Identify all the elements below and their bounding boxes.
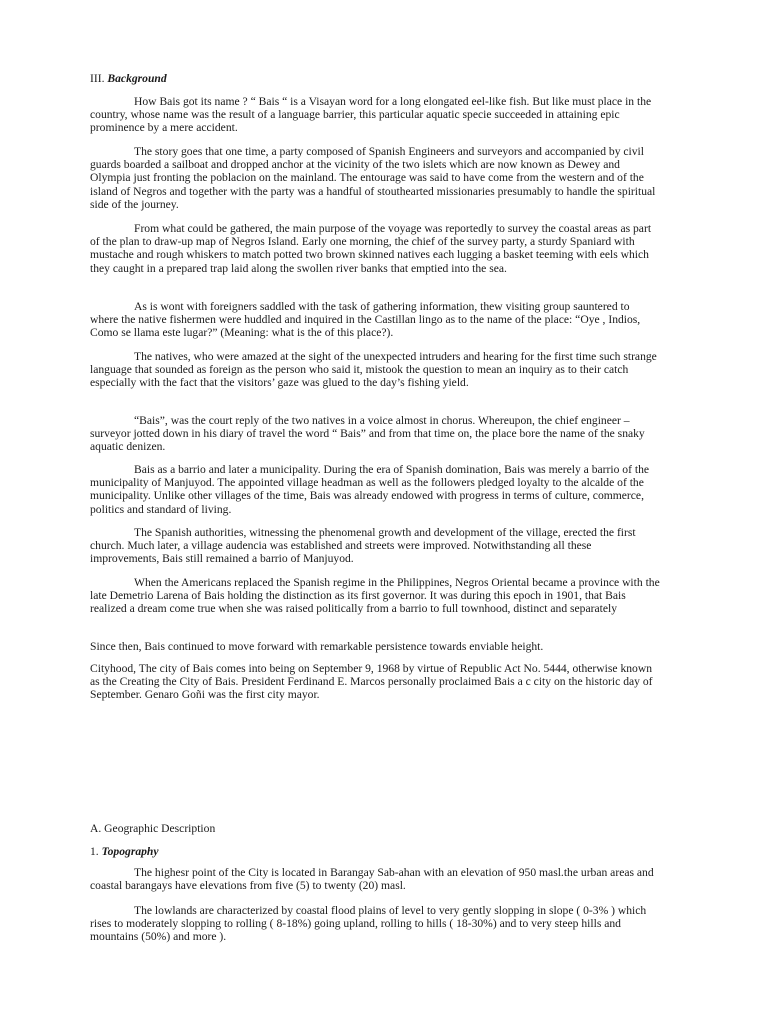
paragraph: The Spanish authorities, witnessing the phenomenal growth and development of the village, erected the first church. Much later, a village audencia was established and streets were improved. Notwithstanding all these improvements, Bais still remained a barrio of Manjuyod. (90, 526, 636, 566)
paragraph: Bais as a barrio and later a municipality. During the era of Spanish domination, Bais was merely a barrio of the municipality of Manjuyod. The appointed village headman as well as the followers pledged loyalty to the alcalde of the municipality. Unlike other villages of the time, Bais was already endowed with progress in terms of culture, commerce, politics and standard of living. (90, 463, 650, 516)
subsection-number: 1. (90, 845, 99, 858)
geographic-description-heading: A. Geographic Description (90, 822, 216, 835)
paragraph: The story goes that one time, a party composed of Spanish Engineers and surveyors and accompanied by civil guards boarded a sailboat and dropped anchor at the vicinity of the two islets which are now known as Dewey and Olympia just fronting the poblacion on the mainland. The entourage was said to have come from the western and of the island of Negros and together with the party was a handful of stouthearted missionaries presumably to handle the spiritual side of the journey. (90, 145, 656, 211)
paragraph: From what could be gathered, the main purpose of the voyage was reportedly to survey the coastal areas as part of the plan to draw-up map of Negros Island. Early one morning, the chief of the survey party, a sturdy Spaniard with mustache and rough whiskers to match potted two brown skinned natives each lugging a basket teeming with eels which they caught in a prepared trap laid along the swollen river banks that emptied into the sea. (90, 222, 652, 275)
paragraph: When the Americans replaced the Spanish regime in the Philippines, Negros Oriental became a province with the late Demetrio Larena of Bais holding the distinction as its first governor. It was during this epoch in 1901, that Bais realized a dream come true when she was raised politically from a barrio to full townhood, distinct and separately (90, 576, 660, 616)
section-title: Background (107, 72, 167, 85)
paragraph: Cityhood, The city of Bais comes into being on September 9, 1968 by virtue of Republic Act No. 5444, otherwise known as the Creating the City of Bais. President Ferdinand E. Marcos personally proclaimed Bais a c city on the historic day of September. Genaro Goñi was the first city mayor. (90, 662, 653, 702)
paragraph: The natives, who were amazed at the sight of the unexpected intruders and hearing for the first time such strange language that sounded as foreign as the person who said it, mistook the question to mean an inquiry as to their catch especially with the fact that the visitors’ gaze was glued to the day’s fishing yield. (90, 350, 657, 390)
paragraph: The highesr point of the City is located in Barangay Sab-ahan with an elevation of 950 masl.the urban areas and coastal barangays have elevations from five (5) to twenty (20) masl. (90, 866, 654, 893)
paragraph: How Bais got its name ? “ Bais “ is a Visayan word for a long elongated eel-like fish. But like must place in the country, whose name was the result of a language barrier, this particular aquatic specie succeeded in attaining epic prominence by a mere accident. (90, 95, 652, 135)
paragraph: “Bais”, was the court reply of the two natives in a voice almost in chorus. Whereupon, the chief engineer – surveyor jotted down in his diary of travel the word “ Bais” and from that time on, the place bore the name of the snaky aquatic denizen. (90, 414, 645, 454)
paragraph: The lowlands are characterized by coastal flood plains of level to very gently slopping in slope ( 0-3% ) which rises to moderately slopping to rolling ( 8-18%) going upland, rolling to hills ( 18-30%) and to very steep hills and mountains (50%) and more ). (90, 904, 647, 944)
section-number: III. (90, 72, 105, 85)
subsection-heading-topography (90, 845, 660, 858)
section-heading-background (90, 72, 660, 85)
paragraph: As is wont with foreigners saddled with the task of gathering information, thew visiting group sauntered to where the native fishermen were huddled and inquired in the Castillan lingo as to the name of the place: “Oye , Indios, Como se llama este lugar?” (Meaning: what is the of this place?). (90, 300, 641, 340)
subsection-title: Topography (101, 845, 159, 858)
paragraph: Since then, Bais continued to move forward with remarkable persistence towards enviable height. (90, 640, 544, 653)
